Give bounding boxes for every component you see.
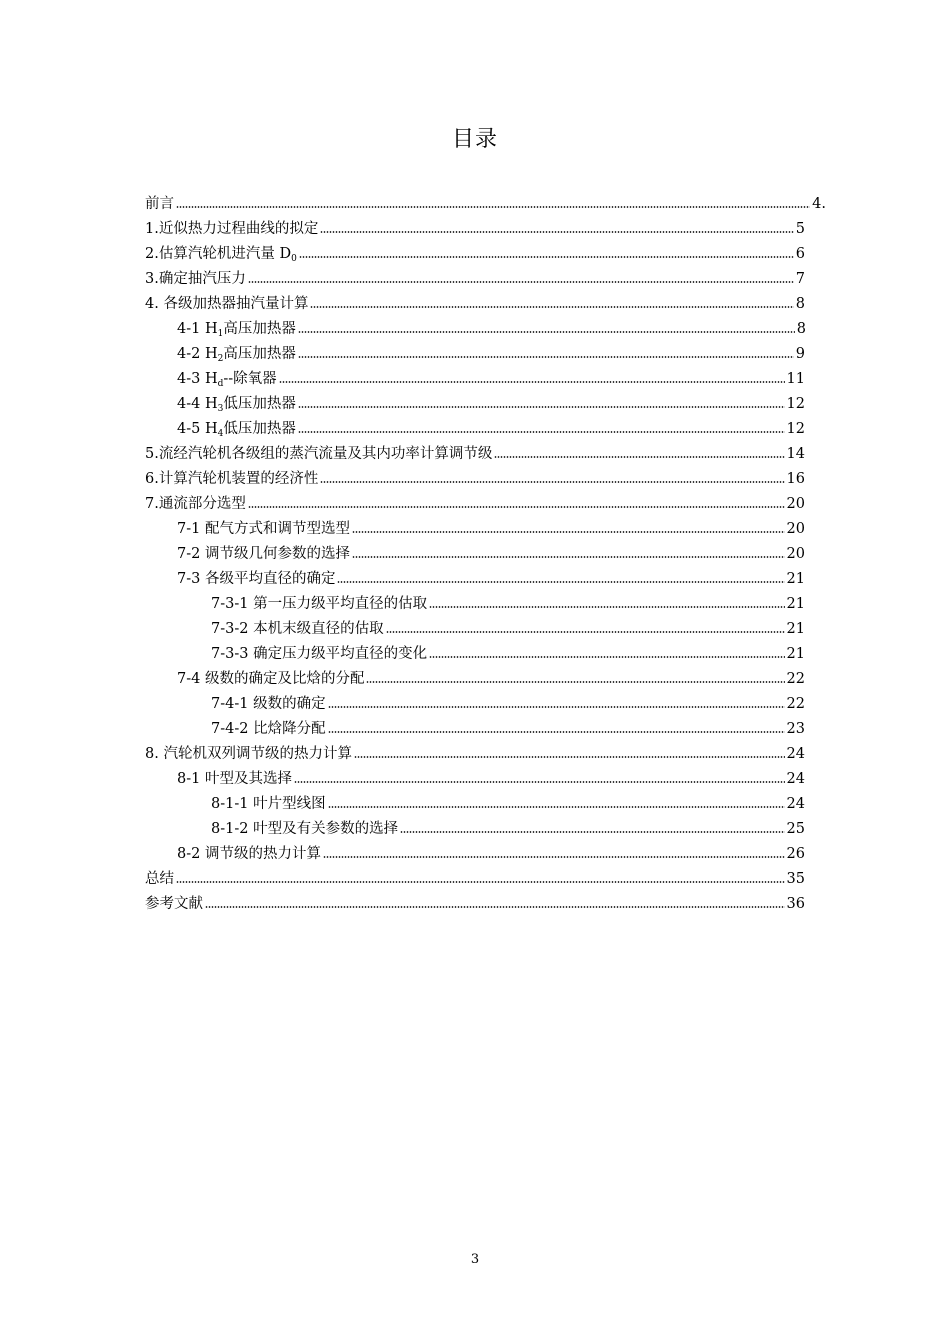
toc-entry-page: 11 [786, 371, 805, 387]
dot-leader [400, 830, 784, 834]
toc-entry[interactable] [177, 569, 805, 589]
dot-leader [328, 730, 785, 734]
toc-entry-page: 12 [786, 396, 805, 412]
toc-entry-page: 20 [786, 546, 805, 562]
toc-entry-page: 24 [786, 746, 805, 762]
subscript: 0 [291, 254, 297, 264]
toc-entry-page: 6 [795, 246, 805, 262]
toc-entry[interactable] [177, 519, 805, 539]
dot-leader [328, 705, 785, 709]
toc-entry[interactable] [211, 619, 805, 639]
dot-leader [298, 405, 785, 409]
toc-entry-label [177, 319, 296, 339]
dot-leader [298, 330, 795, 334]
toc-entry[interactable] [211, 694, 805, 714]
toc-entry-page: 4. [812, 196, 826, 212]
toc-entry-page: 21 [786, 646, 805, 662]
toc-entry-label: 8-1-2 叶型及有关参数的选择 [211, 821, 399, 837]
toc-entry[interactable] [177, 844, 805, 864]
subscript: 3 [217, 404, 224, 414]
toc-entry[interactable] [177, 769, 805, 789]
toc-entry-label: 7-4-1 级数的确定 [211, 696, 326, 712]
dot-leader [298, 430, 785, 434]
toc-entry-page: 8 [795, 296, 805, 312]
toc-entry-label [177, 394, 296, 414]
toc-entry[interactable] [211, 594, 805, 614]
toc-entry[interactable] [145, 469, 805, 489]
toc-entry[interactable] [177, 544, 805, 564]
toc-entry-label-tail: --除氧器 [223, 371, 277, 387]
toc-entry-page: 16 [786, 471, 805, 487]
toc-entry-label: 7-1 配气方式和调节型选型 [177, 521, 350, 537]
toc-entry-label: 3.确定抽汽压力 [145, 271, 246, 287]
toc-entry-label: 总结 [145, 871, 174, 887]
dot-leader [248, 505, 785, 509]
toc-entry-page: 35 [786, 871, 805, 887]
toc-entry[interactable] [145, 194, 826, 214]
toc-entry-label: 7-2 调节级几何参数的选择 [177, 546, 350, 562]
subscript: 1 [217, 329, 224, 339]
toc-entry-page: 21 [786, 571, 805, 587]
toc-entry-label: 7-3-3 确定压力级平均直径的变化 [211, 646, 428, 662]
toc-entry-page: 24 [786, 771, 805, 787]
toc-entry-label-main: 4-1 H [177, 321, 218, 337]
dot-leader [176, 205, 810, 209]
toc-entry-label-tail: 高压加热器 [223, 346, 296, 362]
dot-leader [320, 480, 784, 484]
toc-entry[interactable] [211, 794, 805, 814]
toc-entry-label-tail: 低压加热器 [223, 421, 296, 437]
toc-entry-page: 14 [786, 446, 805, 462]
toc-entry[interactable] [177, 319, 806, 339]
toc-entry[interactable] [145, 444, 805, 464]
toc-entry[interactable] [145, 269, 805, 289]
subscript: d [217, 379, 224, 389]
toc-entry-label-main: 4-4 H [177, 396, 218, 412]
toc-entry-page: 20 [786, 496, 805, 512]
toc-entry[interactable] [177, 669, 805, 689]
toc-entry-label: 7-4-2 比焓降分配 [211, 721, 326, 737]
toc-entry[interactable] [211, 719, 805, 739]
toc-entry-page: 20 [786, 521, 805, 537]
toc-entry-page: 22 [786, 671, 805, 687]
toc-entry-label: 前言 [145, 196, 174, 212]
toc-entry[interactable] [177, 344, 805, 364]
toc-entry-label: 5.流经汽轮机各级组的蒸汽流量及其内功率计算调节级 [145, 446, 493, 462]
toc-entry-page: 7 [795, 271, 805, 287]
toc-entry-page: 12 [786, 421, 805, 437]
toc-entry-label-main: 2.估算汽轮机进汽量 D [145, 246, 292, 262]
toc-entry-page: 21 [786, 621, 805, 637]
toc-entry-page: 23 [786, 721, 805, 737]
toc-entry[interactable] [177, 369, 805, 389]
toc-entry-page: 24 [786, 796, 805, 812]
toc-entry-label [177, 344, 296, 364]
dot-leader [323, 855, 785, 859]
dot-leader [494, 455, 784, 459]
toc-entry-label: 7.通流部分选型 [145, 496, 246, 512]
toc-entry-label-main: 4-2 H [177, 346, 218, 362]
toc-entry[interactable] [145, 244, 805, 264]
subscript: 2 [217, 354, 224, 364]
toc-entry-page: 21 [786, 596, 805, 612]
toc-entry-page: 25 [786, 821, 805, 837]
toc-entry[interactable] [211, 819, 805, 839]
toc-entry[interactable] [145, 494, 805, 514]
toc-entry-page: 5 [795, 221, 805, 237]
dot-leader [354, 755, 785, 759]
toc-entry-label: 7-3-1 第一压力级平均直径的估取 [211, 596, 428, 612]
dot-leader [248, 280, 794, 284]
toc-entry-label-tail: 高压加热器 [223, 321, 296, 337]
toc-entry-page: 8 [796, 321, 806, 337]
toc-entry-label [177, 369, 277, 389]
toc-entry[interactable] [177, 394, 805, 414]
dot-leader [310, 305, 793, 309]
subscript: 4 [217, 429, 224, 439]
toc-entry[interactable] [145, 894, 805, 914]
toc-entry-label: 4. 各级加热器抽汽量计算 [145, 296, 309, 312]
toc-entry-page: 26 [786, 846, 805, 862]
toc-entry-label: 7-3 各级平均直径的确定 [177, 571, 336, 587]
toc-entry-page: 9 [795, 346, 805, 362]
dot-leader [352, 555, 785, 559]
dot-leader [298, 355, 794, 359]
toc-entry-label: 7-4 级数的确定及比焓的分配 [177, 671, 365, 687]
dot-leader [429, 655, 784, 659]
dot-leader [299, 255, 794, 259]
dot-leader [352, 530, 785, 534]
dot-leader [366, 680, 784, 684]
dot-leader [429, 605, 784, 609]
toc-entry[interactable] [145, 744, 805, 764]
dot-leader [294, 780, 785, 784]
dot-leader [176, 880, 785, 884]
toc-entry-label: 6.计算汽轮机装置的经济性 [145, 471, 319, 487]
toc-entry-label-tail: 低压加热器 [223, 396, 296, 412]
dot-leader [337, 580, 784, 584]
toc-entry-label: 8-1 叶型及其选择 [177, 771, 292, 787]
toc-entry-label: 参考文献 [145, 896, 203, 912]
toc-entry-label: 1.近似热力过程曲线的拟定 [145, 221, 319, 237]
toc-entry-label: 8-1-1 叶片型线图 [211, 796, 326, 812]
toc-entry-label-main: 4-3 H [177, 371, 218, 387]
toc-entry[interactable] [145, 294, 805, 314]
dot-leader [386, 630, 785, 634]
toc-entry[interactable] [177, 419, 805, 439]
toc-entry-label: 7-3-2 本机末级直径的估取 [211, 621, 384, 637]
toc-entry[interactable] [145, 869, 805, 889]
dot-leader [320, 230, 793, 234]
toc-entry-label [177, 419, 296, 439]
dot-leader [279, 380, 785, 384]
toc-entry[interactable] [145, 219, 805, 239]
toc-entry-page: 36 [786, 896, 805, 912]
toc-entry-label: 8-2 调节级的热力计算 [177, 846, 321, 862]
dot-leader [328, 805, 785, 809]
toc-entry-label: 8. 汽轮机双列调节级的热力计算 [145, 746, 352, 762]
toc-entry[interactable] [211, 644, 805, 664]
page-number: 3 [470, 1252, 480, 1267]
toc-title: 目录 [451, 127, 498, 152]
toc-entry-label [145, 244, 297, 264]
toc-entry-page: 22 [786, 696, 805, 712]
toc-entry-label-main: 4-5 H [177, 421, 218, 437]
dot-leader [205, 905, 785, 909]
